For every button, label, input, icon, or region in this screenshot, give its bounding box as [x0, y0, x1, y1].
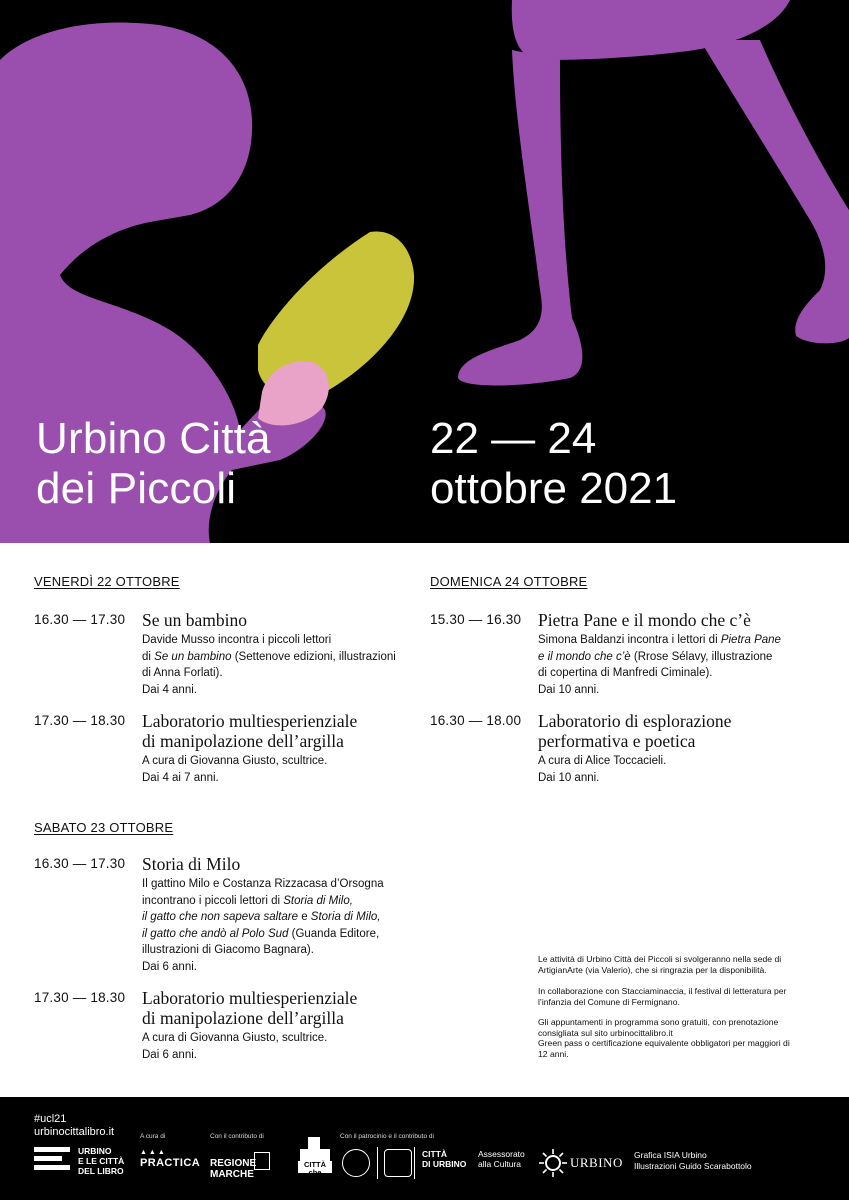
footer: #ucl21 urbinocittalibro.it URBINO E LE CITTÀ DEL LIBRO A cura di ▲▲▲ PRACTICA Con il contributo di REGIONE MARCHE CITTÀ che legge Con il patrocinio e il contributo di CITTÀ DI URBINO Assessorato alla Cultura URBINO Grafica ISIA Urbino Illustrazioni Guido Scarabottolo: [0, 1097, 849, 1200]
adult-leg-right: [700, 40, 849, 343]
event-title: Se un bambino: [142, 610, 247, 630]
unesco-icon: [342, 1149, 370, 1177]
info-note: In collaborazione con Stacciaminaccia, il festival di letteratura per l’infanzia del Comune di Fermignano.: [538, 986, 787, 1007]
child-head: [0, 23, 252, 276]
urbino-wordmark: URBINO: [570, 1155, 623, 1170]
adult-leg-left: [458, 50, 582, 386]
sunday-heading: DOMENICA 24 OTTOBRE: [430, 574, 588, 589]
label-patrocinio: Con il patrocinio e il contributo di: [340, 1133, 434, 1140]
saturday-heading: SABATO 23 OTTOBRE: [34, 820, 174, 835]
footer-hashtag: #ucl21 urbinocittalibro.it: [34, 1113, 115, 1138]
marche-shield-icon: [254, 1152, 270, 1170]
hero-illustration: [0, 0, 849, 543]
friday-heading: VENERDÌ 22 OTTOBRE: [34, 574, 180, 589]
label-contributo: Con il contributo di: [210, 1133, 264, 1140]
event-title: Storia di Milo: [142, 854, 241, 874]
label-a-cura-di: A cura di: [140, 1133, 166, 1140]
event-time: 17.30 — 18.30: [34, 990, 126, 1005]
event-title: Laboratorio multiesperienziale di manipolazione dell’argilla: [142, 711, 358, 751]
info-note: Gli appuntamenti in programma sono gratuiti, con prenotazione consigliata sul sito urbinocittalibro.it: [538, 1017, 779, 1038]
event-description: A cura di Giovanna Giusto, scultrice. Dai 4 ai 7 anni.: [142, 755, 328, 784]
citta-di-urbino-label: CITTÀ DI URBINO: [422, 1149, 467, 1169]
website-link[interactable]: urbinocittalibro.it: [34, 1126, 115, 1138]
practica-logo: ▲▲▲ PRACTICA: [140, 1149, 201, 1169]
event-time: 16.30 — 18.00: [430, 713, 522, 728]
city-crest-icon: [384, 1149, 412, 1177]
assessorato-label: Assessorato alla Cultura: [478, 1149, 525, 1169]
event-title: Pietra Pane e il mondo che c’è: [538, 610, 751, 630]
event-title: Laboratorio multiesperienziale di manipolazione dell’argilla: [142, 988, 358, 1028]
credits: Grafica ISIA Urbino Illustrazioni Guido Scarabottolo: [634, 1150, 752, 1171]
citta-che-legge-label: CITTÀ che legge: [303, 1160, 327, 1185]
event-description: A cura di Giovanna Giusto, scultrice. Dai 6 anni.: [142, 1032, 328, 1061]
event-time: 17.30 — 18.30: [34, 713, 126, 728]
event-description: Il gattino Milo e Costanza Rizzacasa d’Orsogna incontrano i piccoli lettori di Storia di Milo, il gatto che non sapeva saltare e Storia di Milo, il gatto che andò al Polo Sud (Guanda Editore, illustrazioni di Giacomo Bagnara). Dai 6 anni.: [142, 878, 384, 973]
urbino-sun-icon: [538, 1148, 568, 1178]
event-description: A cura di Alice Toccacieli. Dai 10 anni.: [538, 755, 667, 784]
event-time: 15.30 — 16.30: [430, 612, 522, 627]
hero-dates: 22 — 24 ottobre 2021: [430, 414, 678, 513]
event-description: Simona Baldanzi incontra i lettori di Pietra Pane e il mondo che c’è (Rrose Sélavy, illustrazione di copertina di Manfredi Ciminale). Dai 10 anni.: [538, 634, 781, 696]
info-note: Le attività di Urbino Città dei Piccoli si svolgeranno nella sede di ArtigianArte (via Valerio), che si ringrazia per la disponibilità.: [538, 954, 782, 975]
event-time: 16.30 — 17.30: [34, 612, 126, 627]
divider: [377, 1147, 378, 1179]
hero-title: Urbino Città dei Piccoli: [36, 414, 271, 513]
event-time: 16.30 — 17.30: [34, 856, 126, 871]
event-description: Davide Musso incontra i piccoli lettori di Se un bambino (Settenove edizioni, illustrazioni di Anna Forlati). Dai 4 anni.: [142, 634, 396, 696]
divider: [414, 1147, 415, 1179]
info-note: Green pass o certificazione equivalente obbligatori per maggiori di 12 anni.: [538, 1038, 790, 1059]
regione-marche-logo: REGIONE MARCHE: [210, 1158, 257, 1180]
event-title: Laboratorio di esplorazione performativa e poetica: [538, 711, 732, 751]
logo-bars-icon: [34, 1147, 70, 1174]
